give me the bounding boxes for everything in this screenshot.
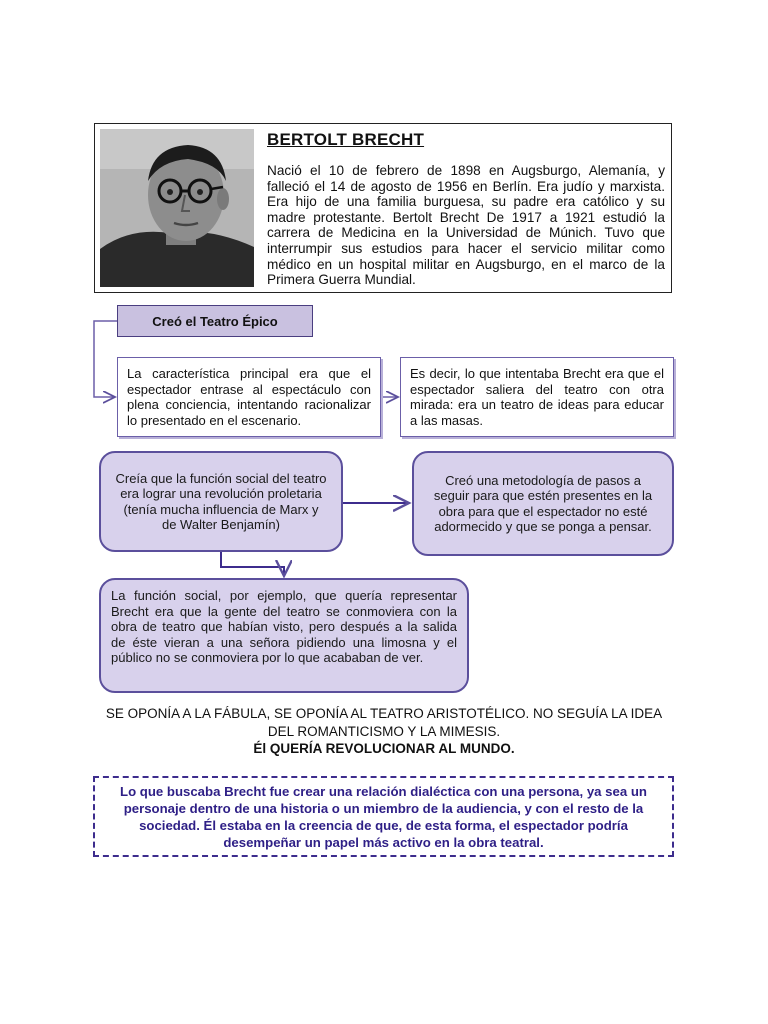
example-box: La función social, por ejemplo, que quería representar Brecht era que la gente del teatro se conmoviera con la obra de teatro que habían visto, pero después a la salida de éste vieran a una señora pidiendo una limosna y el público no se conmoviera por lo que acababan de ver. xyxy=(99,578,469,693)
es-decir-box: Es decir, lo que intentaba Brecht era que el espectador saliera del teatro con otra mirada: era un teatro de ideas para educar a las masas. xyxy=(400,357,674,437)
connector-header-to-characteristic xyxy=(94,321,117,397)
social-function-text: Creía que la función social del teatro era lograr una revolución proletaria (tenía mucha influencia de Marx y de Walter Benjamín) xyxy=(115,470,327,532)
opposition-line: SE OPONÍA A LA FÁBULA, SE OPONÍA AL TEATRO ARISTOTÉLICO. NO SEGUÍA LA IDEA DEL ROMANTICISMO Y LA MIMESIS. xyxy=(105,706,663,739)
conclusion-text: Lo que buscaba Brecht fue crear una relación dialéctica con una persona, ya sea un personaje dentro de una historia o un miembro de la audiencia, y con el resto de la sociedad. Él estaba en la creencia de que, de esta forma, el espectador podría desempeñar un papel más activo en la obra teatral. xyxy=(120,783,647,850)
opposition-statement xyxy=(94,705,674,758)
epic-theatre-header: Creó el Teatro Épico xyxy=(117,305,313,337)
revolution-line: Él QUERÍA REVOLUCIONAR AL MUNDO. xyxy=(253,741,515,756)
methodology-box xyxy=(412,451,674,556)
connector-funcion-to-ejemplo xyxy=(221,552,284,576)
bio-paragraph: Nació el 10 de febrero de 1898 en Augsburgo, Alemanía, y falleció el 14 de agosto de 1956 en Berlín. Era judío y marxista. Era hijo de una familia burguesa, su padre era católico y su madre protestante. Bertolt Brecht De 1917 a 1921 estudió la carrera de Medicina en la Universidad de Múnich. Tuvo que interrumpir sus estudios para hacer el servicio militar como médico en un hospital militar en Augsburgo, en el marco de la Primera Guerra Mundial. xyxy=(267,163,665,288)
bio-title: BERTOLT BRECHT xyxy=(267,130,425,149)
social-function-box xyxy=(99,451,343,552)
methodology-text: Creó una metodología de pasos a seguir para que estén presentes en la obra para que el espectador no esté adormecido y que se ponga a pensar. xyxy=(433,472,653,534)
conclusion-box xyxy=(93,776,674,857)
characteristic-box: La característica principal era que el espectador entrase al espectáculo con plena conciencia, intentando racionalizar lo presentado en el escenario. xyxy=(117,357,381,437)
